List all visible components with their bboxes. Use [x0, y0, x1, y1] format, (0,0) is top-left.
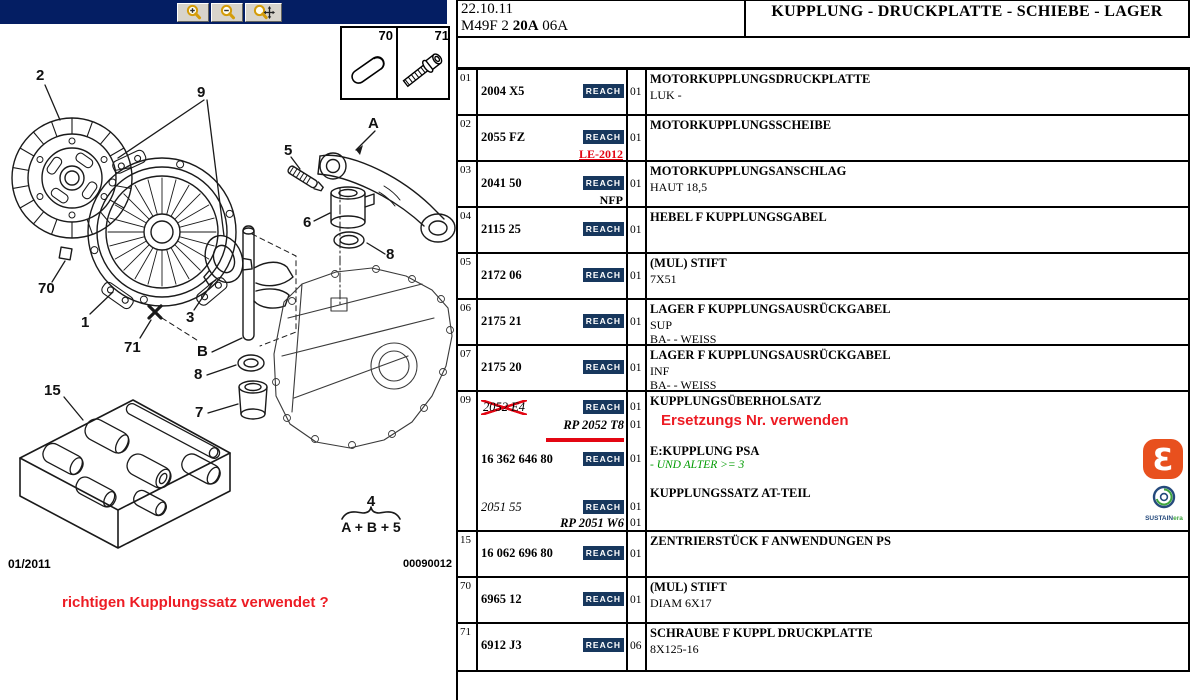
- release-bearing-drawing: [192, 228, 255, 290]
- row-ref: 01: [458, 70, 478, 114]
- row-ref: 04: [458, 208, 478, 252]
- e-brand-logo: [1142, 438, 1184, 480]
- part-description: (MUL) STIFT: [650, 580, 727, 594]
- callout-bushing: 6: [303, 214, 312, 231]
- row-qty: 01: [630, 362, 642, 374]
- part-number: 2041 50: [481, 176, 522, 190]
- part-number: 16 062 696 80: [481, 546, 553, 560]
- replacement-underline: [546, 438, 624, 442]
- row-qty: 01: [630, 501, 642, 513]
- legend-num-71: 71: [434, 28, 449, 43]
- reach-badge[interactable]: REACH: [583, 360, 624, 374]
- reach-badge[interactable]: REACH: [583, 268, 624, 282]
- table-row-block-09: [458, 392, 1188, 532]
- supersession-link[interactable]: LE-2012: [578, 147, 623, 161]
- row-ref: 09: [458, 392, 478, 530]
- row-qty: 01: [630, 316, 642, 328]
- table-row: [458, 532, 1188, 578]
- part-detail: DIAM 6X17: [650, 596, 712, 610]
- part-description: (MUL) STIFT: [650, 256, 727, 270]
- leader-lines: [45, 85, 385, 420]
- parts-list-panel: [456, 0, 1190, 700]
- callout-tool-box: 15: [44, 382, 61, 399]
- part-detail: SUP: [650, 318, 673, 332]
- header-code: M49F 2 20A 06A: [461, 17, 569, 34]
- pressure-plate-drawing: [88, 149, 236, 311]
- row-qty: 01: [630, 224, 642, 236]
- callout-pivot-screw: 5: [284, 142, 293, 159]
- row-qty: 06: [630, 640, 642, 652]
- part-description: MOTORKUPPLUNGSANSCHLAG: [650, 164, 847, 178]
- row-ref: 07: [458, 346, 478, 390]
- drawing-number: 00090012: [403, 558, 452, 570]
- callout-pin: 70: [38, 280, 55, 297]
- callout-shaft: B: [197, 343, 208, 360]
- replacement-part-number[interactable]: RP 2052 T8: [563, 418, 624, 432]
- part-description: LAGER F KUPPLUNGSAUSRÜCKGABEL: [650, 302, 891, 316]
- row-qty: 01: [630, 453, 642, 465]
- page-header: [458, 1, 1190, 38]
- sustainera-logo: [1144, 484, 1184, 520]
- part-detail: LUK -: [650, 88, 682, 102]
- part-detail: HAUT 18,5: [650, 180, 708, 194]
- row-ref: 06: [458, 300, 478, 344]
- reach-badge[interactable]: REACH: [583, 222, 624, 236]
- row-qty: 01: [630, 548, 642, 560]
- part-number: 2115 25: [481, 222, 521, 236]
- condition-text: - UND ALTER >= 3: [650, 459, 745, 471]
- reach-badge[interactable]: REACH: [583, 592, 624, 606]
- supersession-warning: Ersetzungs Nr. verwenden: [661, 412, 849, 429]
- part-detail: 7X51: [650, 272, 677, 286]
- cup-drawing: [239, 381, 267, 419]
- release-shaft-drawing: [243, 226, 296, 346]
- part-number: 2055 FZ: [481, 130, 526, 144]
- gearbox-housing-drawing: [273, 266, 454, 449]
- part-description: E:KUPPLUNG PSA: [650, 444, 760, 458]
- callout-pressure-plate: 1: [81, 314, 90, 331]
- part-number: 2175 21: [481, 314, 522, 328]
- table-row: [458, 624, 1188, 670]
- row-ref: 05: [458, 254, 478, 298]
- part-detail: BA- - WEISS: [650, 378, 717, 392]
- part-number: 2004 X5: [481, 84, 525, 98]
- header-date: 22.10.11: [461, 1, 513, 17]
- diagram-warning-text: richtigen Kupplungssatz verwendet ?: [62, 594, 329, 611]
- lower-ring-drawing: [238, 355, 264, 371]
- table-row: [458, 346, 1188, 392]
- row-ref: 70: [458, 578, 478, 622]
- row-ref: 15: [458, 532, 478, 576]
- svg-text:Ɛ: Ɛ: [1152, 443, 1174, 478]
- bushing-drawing: [331, 187, 374, 228]
- row-qty: 01: [630, 419, 642, 431]
- sustainera-swirl-icon: [1144, 484, 1184, 510]
- screw-mark: [149, 306, 161, 318]
- table-row: [458, 116, 1188, 162]
- part-description: MOTORKUPPLUNGSDRUCKPLATTE: [650, 72, 871, 86]
- callout-ring-upper: 8: [386, 246, 395, 263]
- part-note: NFP: [599, 193, 623, 207]
- part-number: 6965 12: [481, 592, 522, 606]
- diagram-panel: [0, 0, 456, 700]
- clutch-disc-drawing: [12, 118, 132, 238]
- tool-box-drawing: [20, 400, 230, 548]
- reach-badge[interactable]: REACH: [583, 130, 624, 144]
- parts-table: [458, 67, 1190, 672]
- row-ref: 03: [458, 162, 478, 206]
- table-row: [458, 162, 1188, 208]
- sustainera-text: SUSTAINera: [1145, 515, 1183, 522]
- table-row: [458, 300, 1188, 346]
- table-row: [458, 70, 1188, 116]
- diagram-date-code: 01/2011: [8, 557, 51, 571]
- part-description: ZENTRIERSTÜCK F ANWENDUNGEN PS: [650, 534, 891, 548]
- table-row: [458, 254, 1188, 300]
- row-qty: 01: [630, 86, 642, 98]
- formula-top: 4: [366, 493, 376, 510]
- part-detail: INF: [650, 364, 670, 378]
- row-ref: 02: [458, 116, 478, 160]
- part-detail: 8X125-16: [650, 642, 699, 656]
- part-description: KUPPLUNGSSATZ AT-TEIL: [650, 486, 811, 500]
- callout-ring-lower: 8: [194, 366, 203, 383]
- reach-badge[interactable]: REACH: [583, 176, 624, 190]
- legend-cell-71: [398, 28, 452, 98]
- table-row: [458, 578, 1188, 624]
- reach-badge[interactable]: REACH: [583, 638, 624, 652]
- table-row: [458, 208, 1188, 254]
- reach-badge[interactable]: REACH: [583, 546, 624, 560]
- part-description: LAGER F KUPPLUNGSAUSRÜCKGABEL: [650, 348, 891, 362]
- part-number: 2175 20: [481, 360, 522, 374]
- reach-badge[interactable]: REACH: [583, 452, 624, 466]
- part-number-superseded: 2052 E4: [483, 400, 526, 414]
- row-qty: 01: [630, 178, 642, 190]
- page-title: KUPPLUNG - DRUCKPLATTE - SCHIEBE - LAGER: [771, 3, 1163, 20]
- legend-cell-70: [342, 28, 398, 98]
- row-qty: 01: [630, 401, 642, 413]
- part-description: HEBEL F KUPPLUNGSGABEL: [650, 210, 827, 224]
- part-description: KUPPLUNGSÜBERHOLSATZ: [650, 394, 822, 408]
- part-number: 6912 J3: [481, 638, 522, 652]
- row-qty: 01: [630, 132, 642, 144]
- formula-bottom: A + B + 5: [341, 519, 401, 535]
- legend-num-70: 70: [378, 28, 393, 43]
- upper-ring-drawing: [334, 232, 364, 248]
- part-number: 2051 55: [481, 500, 522, 514]
- part-detail: BA- - WEISS: [650, 332, 717, 346]
- callout-fork-lever: A: [368, 115, 379, 132]
- reach-badge[interactable]: REACH: [583, 500, 624, 514]
- callout-bearing: 3: [186, 309, 195, 326]
- header-reference-cell: [458, 1, 746, 36]
- row-qty: 01: [630, 270, 642, 282]
- reach-badge[interactable]: REACH: [583, 84, 624, 98]
- reach-badge[interactable]: REACH: [583, 314, 624, 328]
- part-description: MOTORKUPPLUNGSSCHEIBE: [650, 118, 832, 132]
- part-description: SCHRAUBE F KUPPL DRUCKPLATTE: [650, 626, 873, 640]
- pin-mark: [59, 247, 72, 260]
- row-ref: 71: [458, 624, 478, 670]
- callout-disc: 2: [36, 67, 45, 84]
- part-number: 2172 06: [481, 268, 522, 282]
- legend-box: [340, 26, 450, 100]
- row-qty: 01: [630, 594, 642, 606]
- part-number: 16 362 646 80: [481, 452, 553, 466]
- callout-screw-mark: 71: [124, 339, 141, 356]
- row-qty: 01: [630, 517, 642, 529]
- reach-badge[interactable]: REACH: [583, 400, 624, 414]
- callout-kit: 9: [197, 84, 206, 101]
- callout-cup: 7: [195, 404, 204, 421]
- replacement-part-number[interactable]: RP 2051 W6: [560, 516, 624, 530]
